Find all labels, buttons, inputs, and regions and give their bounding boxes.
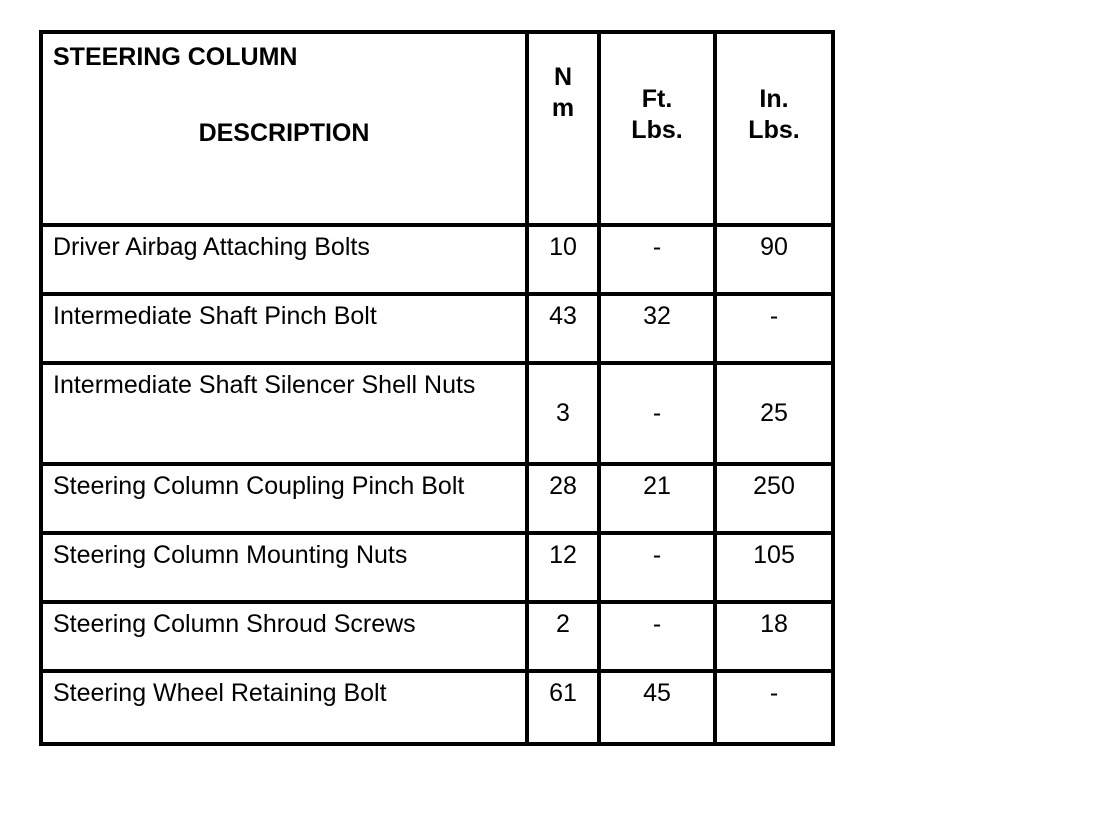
table-row [43, 296, 831, 365]
in-header-line1: In. [759, 85, 789, 113]
torque-spec-table [39, 30, 835, 746]
description-cell: Steering Column Shroud Screws [43, 604, 529, 673]
nm-cell: 10 [529, 227, 601, 296]
description-column-header: DESCRIPTION [198, 119, 370, 147]
ft-lbs-cell: - [601, 604, 717, 673]
in-lbs-cell: 25 [717, 365, 831, 466]
table-row [43, 604, 831, 673]
nm-cell: 3 [529, 365, 601, 466]
table-row [43, 227, 831, 296]
description-header-cell [43, 34, 529, 227]
in-lbs-cell: 18 [717, 604, 831, 673]
in-lbs-cell: - [717, 296, 831, 365]
ft-lbs-cell: - [601, 227, 717, 296]
ft-lbs-cell: - [601, 365, 717, 466]
table-row [43, 365, 831, 466]
nm-cell: 61 [529, 673, 601, 742]
nm-cell: 2 [529, 604, 601, 673]
description-cell: Intermediate Shaft Silencer Shell Nuts [43, 365, 529, 466]
nm-cell: 28 [529, 466, 601, 535]
in-lbs-cell: 90 [717, 227, 831, 296]
ft-lbs-cell: - [601, 535, 717, 604]
nm-cell: 43 [529, 296, 601, 365]
table-title: STEERING COLUMN [53, 43, 298, 71]
in-lbs-cell: 105 [717, 535, 831, 604]
ft-lbs-cell: 32 [601, 296, 717, 365]
in-lbs-cell: - [769, 679, 779, 707]
table-header-row [43, 34, 831, 227]
in-header-line2: Lbs. [748, 116, 800, 144]
description-cell: Steering Column Mounting Nuts [43, 535, 529, 604]
ft-header-line2: Lbs. [631, 116, 683, 144]
description-cell: Driver Airbag Attaching Bolts [43, 227, 529, 296]
ft-lbs-cell: 45 [601, 673, 717, 742]
in-lbs-cell: 250 [717, 466, 831, 535]
nm-header-line2: m [551, 94, 575, 122]
table-row [43, 535, 831, 604]
ft-header-line1: Ft. [641, 85, 673, 113]
description-cell: Steering Column Coupling Pinch Bolt [43, 466, 529, 535]
in-lbs-column-header [717, 34, 831, 227]
description-cell: Steering Wheel Retaining Bolt [43, 673, 529, 742]
nm-cell: 12 [529, 535, 601, 604]
nm-header-line1: N [553, 63, 573, 91]
ft-lbs-cell: 21 [601, 466, 717, 535]
ft-lbs-column-header [601, 34, 717, 227]
description-cell: Intermediate Shaft Pinch Bolt [43, 296, 529, 365]
table-row [43, 673, 831, 742]
table-row [43, 466, 831, 535]
nm-column-header [529, 34, 601, 227]
